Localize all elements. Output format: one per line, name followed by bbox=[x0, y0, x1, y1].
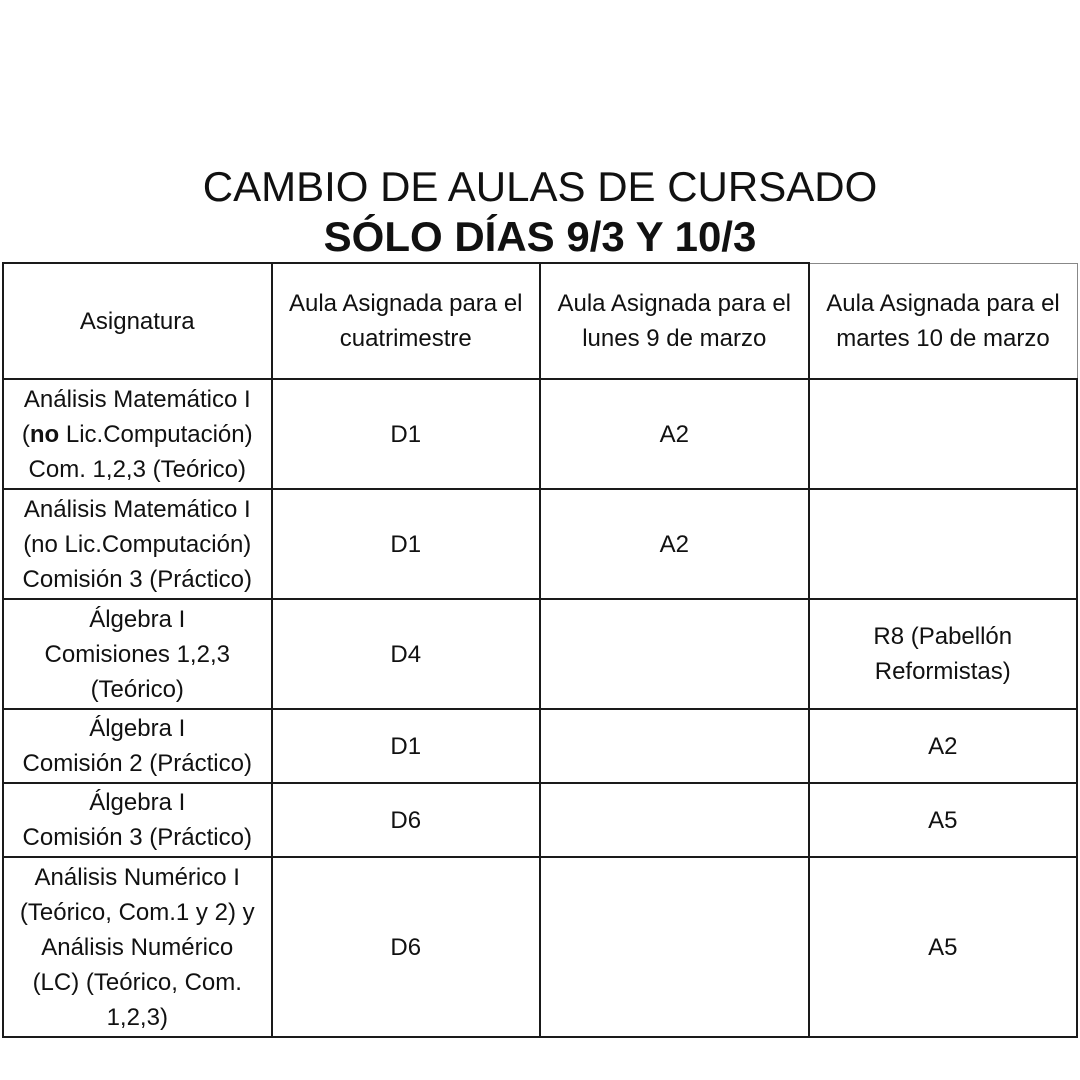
room-line: Reformistas) bbox=[874, 658, 1011, 685]
subject-line: Análisis Matemático I bbox=[23, 495, 251, 523]
subject-line: Análisis Numérico bbox=[41, 933, 234, 961]
table-header-row bbox=[3, 263, 1077, 379]
tuesday-room-cell bbox=[809, 489, 1078, 599]
subject-line: Análisis Matemático I bbox=[23, 385, 251, 413]
page-subtitle: SÓLO DÍAS 9/3 Y 10/3 bbox=[323, 213, 757, 260]
subject-line: Comisión 3 (Práctico) bbox=[22, 565, 252, 593]
subject-line: (no Lic.Computación) bbox=[21, 420, 253, 448]
subject-cell bbox=[3, 489, 272, 599]
subject-line: Comisiones 1,2,3 bbox=[44, 640, 230, 668]
tuesday-room-cell bbox=[809, 599, 1078, 709]
monday-room-cell bbox=[540, 599, 809, 709]
subject-line: Álgebra I bbox=[89, 605, 186, 633]
subject-line: Análisis Numérico I bbox=[34, 863, 240, 891]
semester-room-cell: D4 bbox=[272, 599, 541, 709]
subject-line: (Teórico) bbox=[90, 675, 184, 703]
subject-line: Comisión 3 (Práctico) bbox=[22, 824, 252, 851]
semester-room-cell: D6 bbox=[272, 857, 541, 1037]
subject-line: (Teórico, Com.1 y 2) y bbox=[19, 898, 255, 926]
table-row bbox=[3, 379, 1077, 489]
subject-line: (LC) (Teórico, Com. bbox=[32, 968, 242, 996]
monday-room-cell bbox=[540, 857, 809, 1037]
header-subject: Asignatura bbox=[3, 263, 272, 379]
subject-cell bbox=[3, 857, 272, 1037]
semester-room-cell: D1 bbox=[272, 489, 541, 599]
tuesday-room-cell: A5 bbox=[809, 783, 1078, 857]
tuesday-room-cell: A5 bbox=[809, 857, 1078, 1037]
subject-line: Comisión 2 (Práctico) bbox=[22, 750, 252, 777]
monday-room-cell bbox=[540, 783, 809, 857]
subject-cell bbox=[3, 783, 272, 857]
monday-room-cell: A2 bbox=[540, 489, 809, 599]
subject-cell bbox=[3, 379, 272, 489]
subject-line-rest: Lic.Computación) bbox=[59, 420, 253, 448]
semester-room-cell: D1 bbox=[272, 709, 541, 783]
table-row bbox=[3, 489, 1077, 599]
subject-line: Álgebra I bbox=[89, 715, 186, 742]
subject-line: 1,2,3) bbox=[106, 1003, 168, 1031]
table-row bbox=[3, 783, 1077, 857]
table-row bbox=[3, 857, 1077, 1037]
semester-room-cell: D6 bbox=[272, 783, 541, 857]
room-line: R8 (Pabellón bbox=[873, 623, 1013, 650]
semester-room-cell: D1 bbox=[272, 379, 541, 489]
subject-cell bbox=[3, 709, 272, 783]
header-semester-room: Aula Asignada para el cuatrimestre bbox=[272, 263, 541, 379]
monday-room-cell: A2 bbox=[540, 379, 809, 489]
subject-line: Com. 1,2,3 (Teórico) bbox=[28, 455, 246, 483]
tuesday-room-cell bbox=[809, 379, 1078, 489]
tuesday-room-cell: A2 bbox=[809, 709, 1078, 783]
subject-line: Álgebra I bbox=[89, 789, 186, 816]
monday-room-cell bbox=[540, 709, 809, 783]
table-row bbox=[3, 599, 1077, 709]
page-title: CAMBIO DE AULAS DE CURSADO bbox=[202, 163, 878, 210]
header-monday-room: Aula Asignada para el lunes 9 de marzo bbox=[540, 263, 809, 379]
table-row bbox=[3, 709, 1077, 783]
classroom-change-table bbox=[2, 262, 1078, 1038]
subject-line: (no Lic.Computación) bbox=[23, 530, 252, 558]
subject-emphasis: no bbox=[29, 420, 60, 448]
header-tuesday-room: Aula Asignada para el martes 10 de marzo bbox=[809, 263, 1078, 379]
subject-cell bbox=[3, 599, 272, 709]
